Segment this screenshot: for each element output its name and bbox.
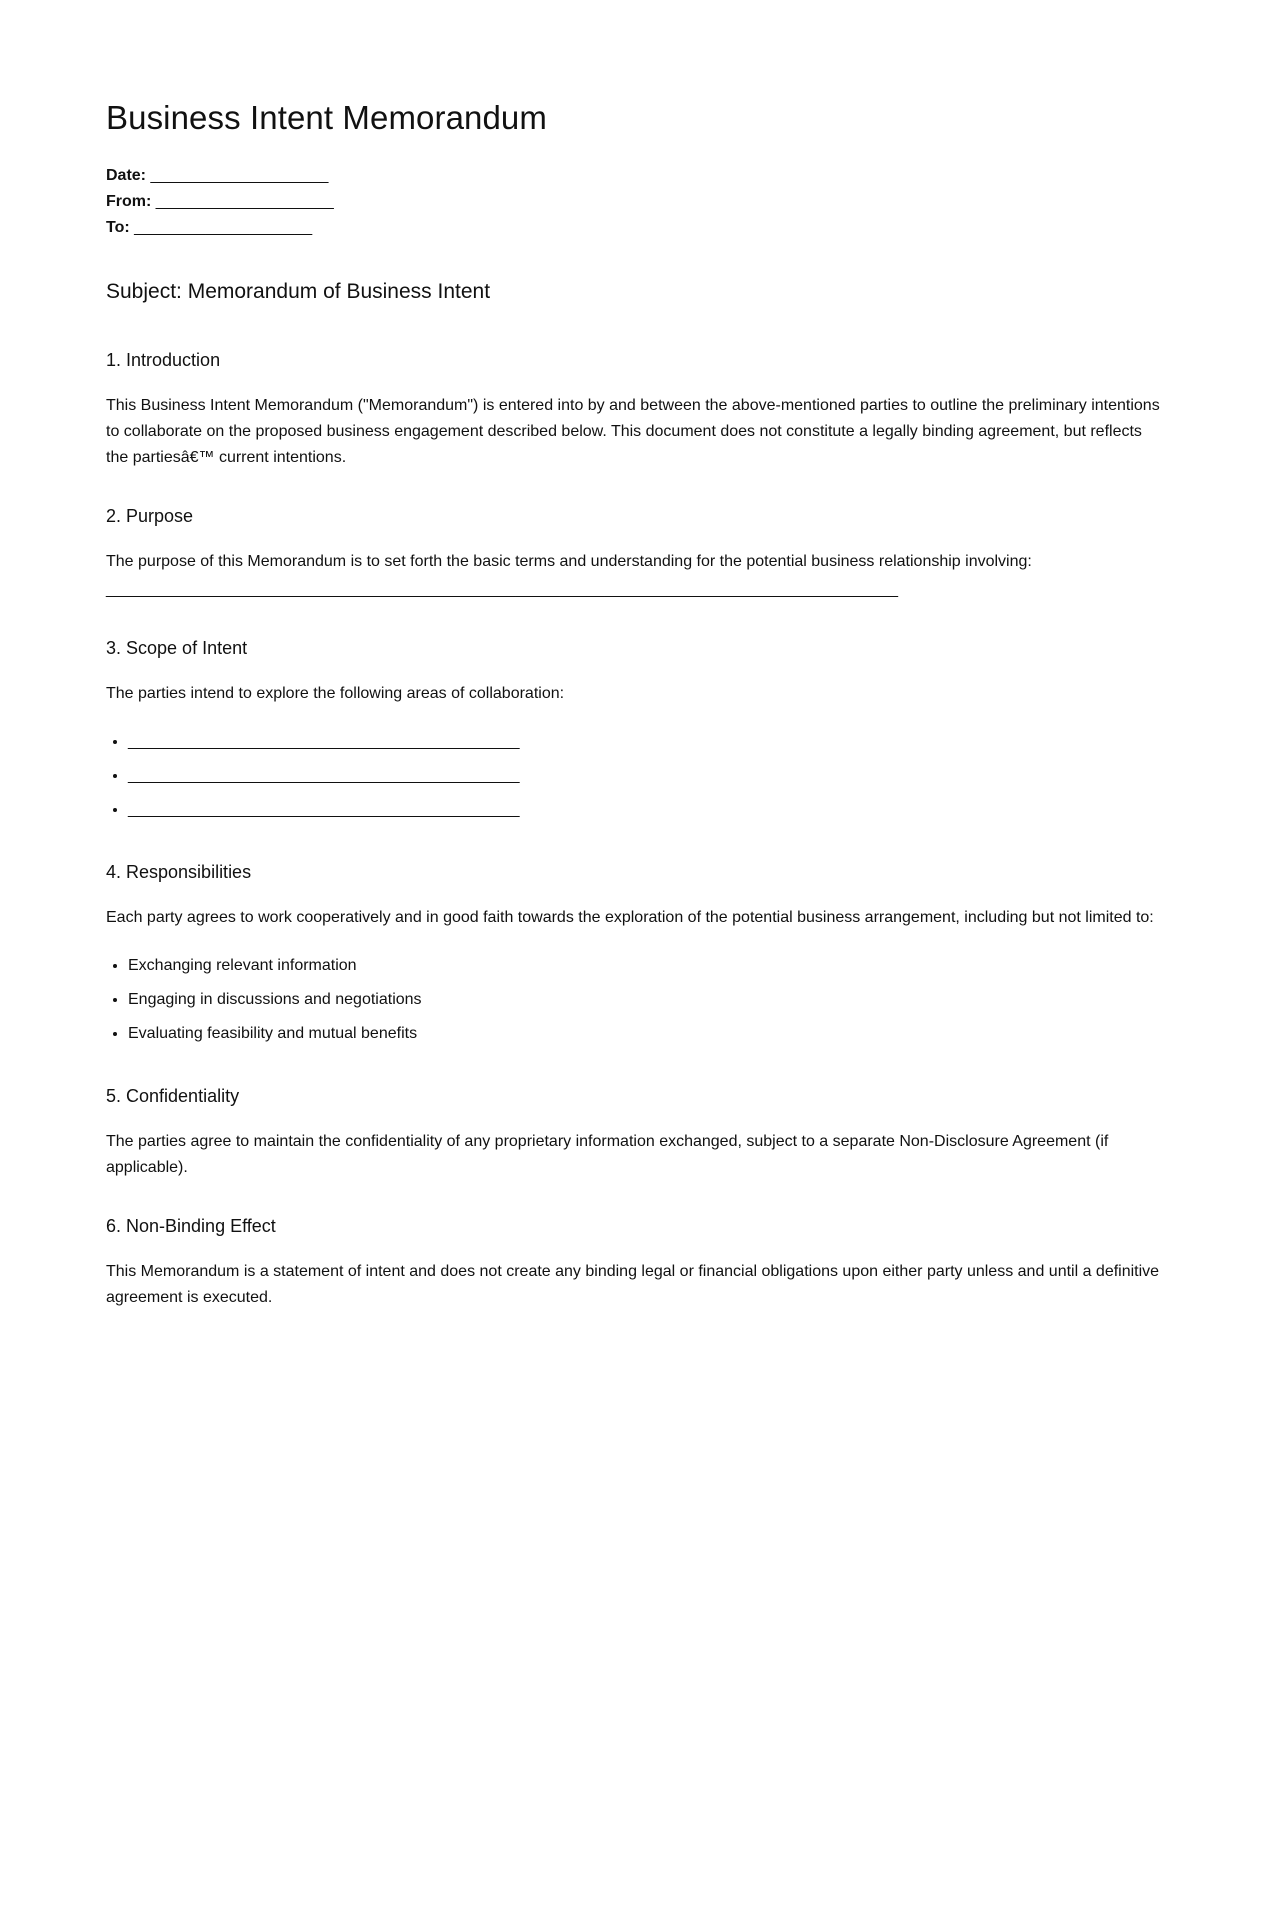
list-item: • ____________________________________________ — [128, 759, 1263, 793]
section-body: This Business Intent Memorandum ("Memorandum") is entered into by and between the above-mentioned parties to outline the preliminary intentions to collaborate on the proposed business engagement described below. This document does not constitute a legally binding agreement, but reflects the partiesâ€™ current intentions. — [106, 397, 1160, 466]
section-heading: 1. Introduction — [106, 350, 221, 370]
from-field — [106, 189, 1263, 215]
list-item: • ____________________________________________ — [128, 793, 1263, 827]
list-item: • Evaluating feasibility and mutual benefits — [128, 1017, 1263, 1051]
section-body: This Memorandum is a statement of intent and does not create any binding legal or financial obligations upon either party unless and until a definitive agreement is executed. — [106, 1263, 1160, 1306]
section-body: The purpose of this Memorandum is to set forth the basic terms and understanding for the potential business relationship involving: — [106, 553, 1032, 570]
purpose-blank-line: _________________________________________________________________________________________ — [106, 581, 898, 598]
section-heading: 4. Responsibilities — [106, 862, 252, 882]
date-label: Date: — [106, 167, 147, 184]
section-body: The parties intend to explore the following areas of collaboration: — [106, 685, 565, 702]
section-non-binding — [106, 1213, 1263, 1311]
date-field — [106, 163, 1263, 189]
to-field — [106, 215, 1263, 241]
section-heading: 3. Scope of Intent — [106, 638, 248, 658]
section-heading: 5. Confidentiality — [106, 1086, 240, 1106]
section-scope — [106, 635, 1263, 827]
list-item: • Engaging in discussions and negotiations — [128, 983, 1263, 1017]
from-blank: ____________________ — [155, 193, 334, 210]
to-blank: ____________________ — [134, 219, 313, 236]
section-body: The parties agree to maintain the confidentiality of any proprietary information exchanged, subject to a separate Non-Disclosure Agreement (if applicable). — [106, 1133, 1109, 1176]
section-heading: 6. Non-Binding Effect — [106, 1216, 276, 1236]
memo-header-fields — [106, 163, 1263, 241]
to-label: To: — [106, 219, 130, 236]
section-heading: 2. Purpose — [106, 506, 194, 526]
subject-heading: Subject: Memorandum of Business Intent — [106, 280, 491, 303]
list-item: • Exchanging relevant information — [128, 949, 1263, 983]
section-confidentiality — [106, 1083, 1263, 1181]
from-label: From: — [106, 193, 152, 210]
section-purpose — [106, 503, 1263, 603]
list-item: • ____________________________________________ — [128, 725, 1263, 759]
page-title: Business Intent Memorandum — [106, 99, 547, 136]
responsibilities-list — [106, 949, 1263, 1051]
section-responsibilities — [106, 859, 1263, 1051]
date-blank: ____________________ — [150, 167, 329, 184]
scope-list — [106, 725, 1263, 827]
section-body: Each party agrees to work cooperatively and in good faith towards the exploration of the potential business arrangement, including but not limited to: — [106, 909, 1154, 926]
section-introduction — [106, 347, 1263, 471]
